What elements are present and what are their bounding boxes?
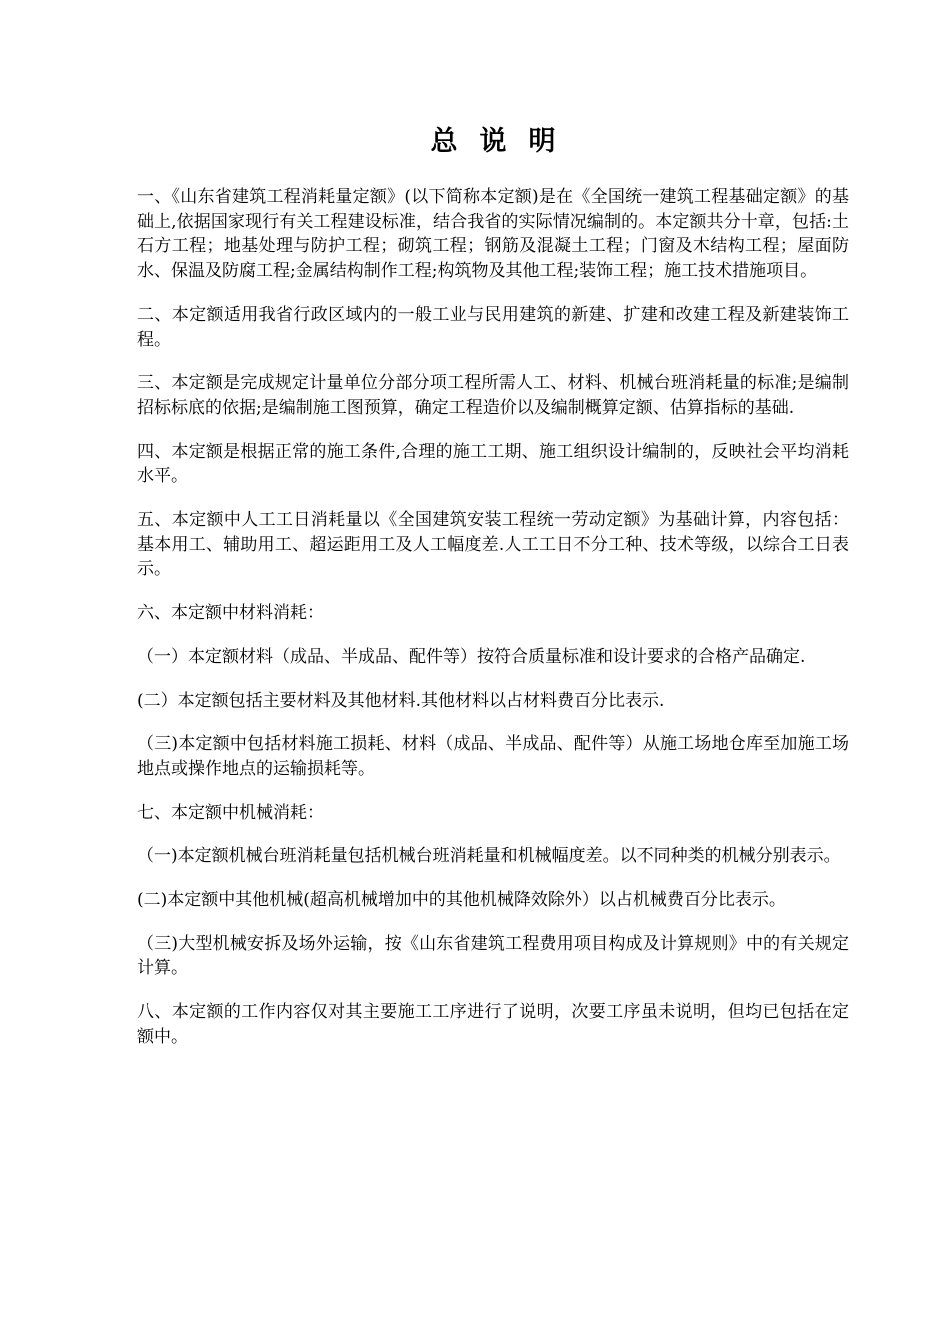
- paragraph-5: 五、本定额中人工工日消耗量以《全国建筑安装工程统一劳动定额》为基础计算，内容包括：基本用工、辅助用工、超运距用工及人工幅度差.人工工日不分工种、技术等级，以综合工日表示。: [137, 510, 849, 580]
- paragraph-3: 三、本定额是完成规定计量单位分部分项工程所需人工、材料、机械台班消耗量的标准;是编制招标标底的依据;是编制施工图预算，确定工程造价以及编制概算定额、估算指标的基础.: [137, 373, 849, 418]
- paragraph-6-2: (二）本定额包括主要材料及其他材料.其他材料以占材料费百分比表示.: [137, 690, 665, 711]
- document-body: [137, 185, 849, 1069]
- paragraph-6-3: （三)本定额中包括材料施工损耗、材料（成品、半成品、配件等）从施工场地仓库至加施工场地点或操作地点的运输损耗等。: [137, 734, 849, 779]
- paragraph-6-1: （一）本定额材料（成品、半成品、配件等）按符合质量标准和设计要求的合格产品确定.: [137, 646, 806, 667]
- paragraph-2: 二、本定额适用我省行政区域内的一般工业与民用建筑的新建、扩建和改建工程及新建装饰工程。: [137, 304, 849, 350]
- paragraph-7-1: （一)本定额机械台班消耗量包括机械台班消耗量和机械幅度差。以不同种类的机械分别表示。: [137, 846, 841, 867]
- paragraph-6: 六、本定额中材料消耗：: [137, 603, 324, 624]
- paragraph-7: 七、本定额中机械消耗：: [137, 802, 324, 823]
- page-title: 总说明: [430, 126, 578, 157]
- paragraph-7-3: （三)大型机械安拆及场外运输，按《山东省建筑工程费用项目构成及计算规则》中的有关规定计算。: [137, 933, 849, 979]
- paragraph-4: 四、本定额是根据正常的施工条件,合理的施工工期、施工组织设计编制的，反映社会平均消耗水平。: [137, 441, 849, 487]
- paragraph-8: 八、本定额的工作内容仅对其主要施工工序进行了说明，次要工序虽未说明，但均已包括在定额中。: [137, 1002, 849, 1047]
- paragraph-1: 一、《山东省建筑工程消耗量定额》(以下简称本定额)是在《全国统一建筑工程基础定额》的基础上,依据国家现行有关工程建设标准，结合我省的实际情况编制的。本定额共分十章，包括:土石方工程；地基处理与防护工程；砌筑工程；钢筋及混凝土工程；门窗及木结构工程；屋面防水、保温及防腐工程;金属结构制作工程;构筑物及其他工程;装饰工程；施工技术措施项目。: [137, 187, 849, 282]
- paragraph-7-2: (二)本定额中其他机械(超高机械增加中的其他机械降效除外）以占机械费百分比表示。: [137, 890, 786, 911]
